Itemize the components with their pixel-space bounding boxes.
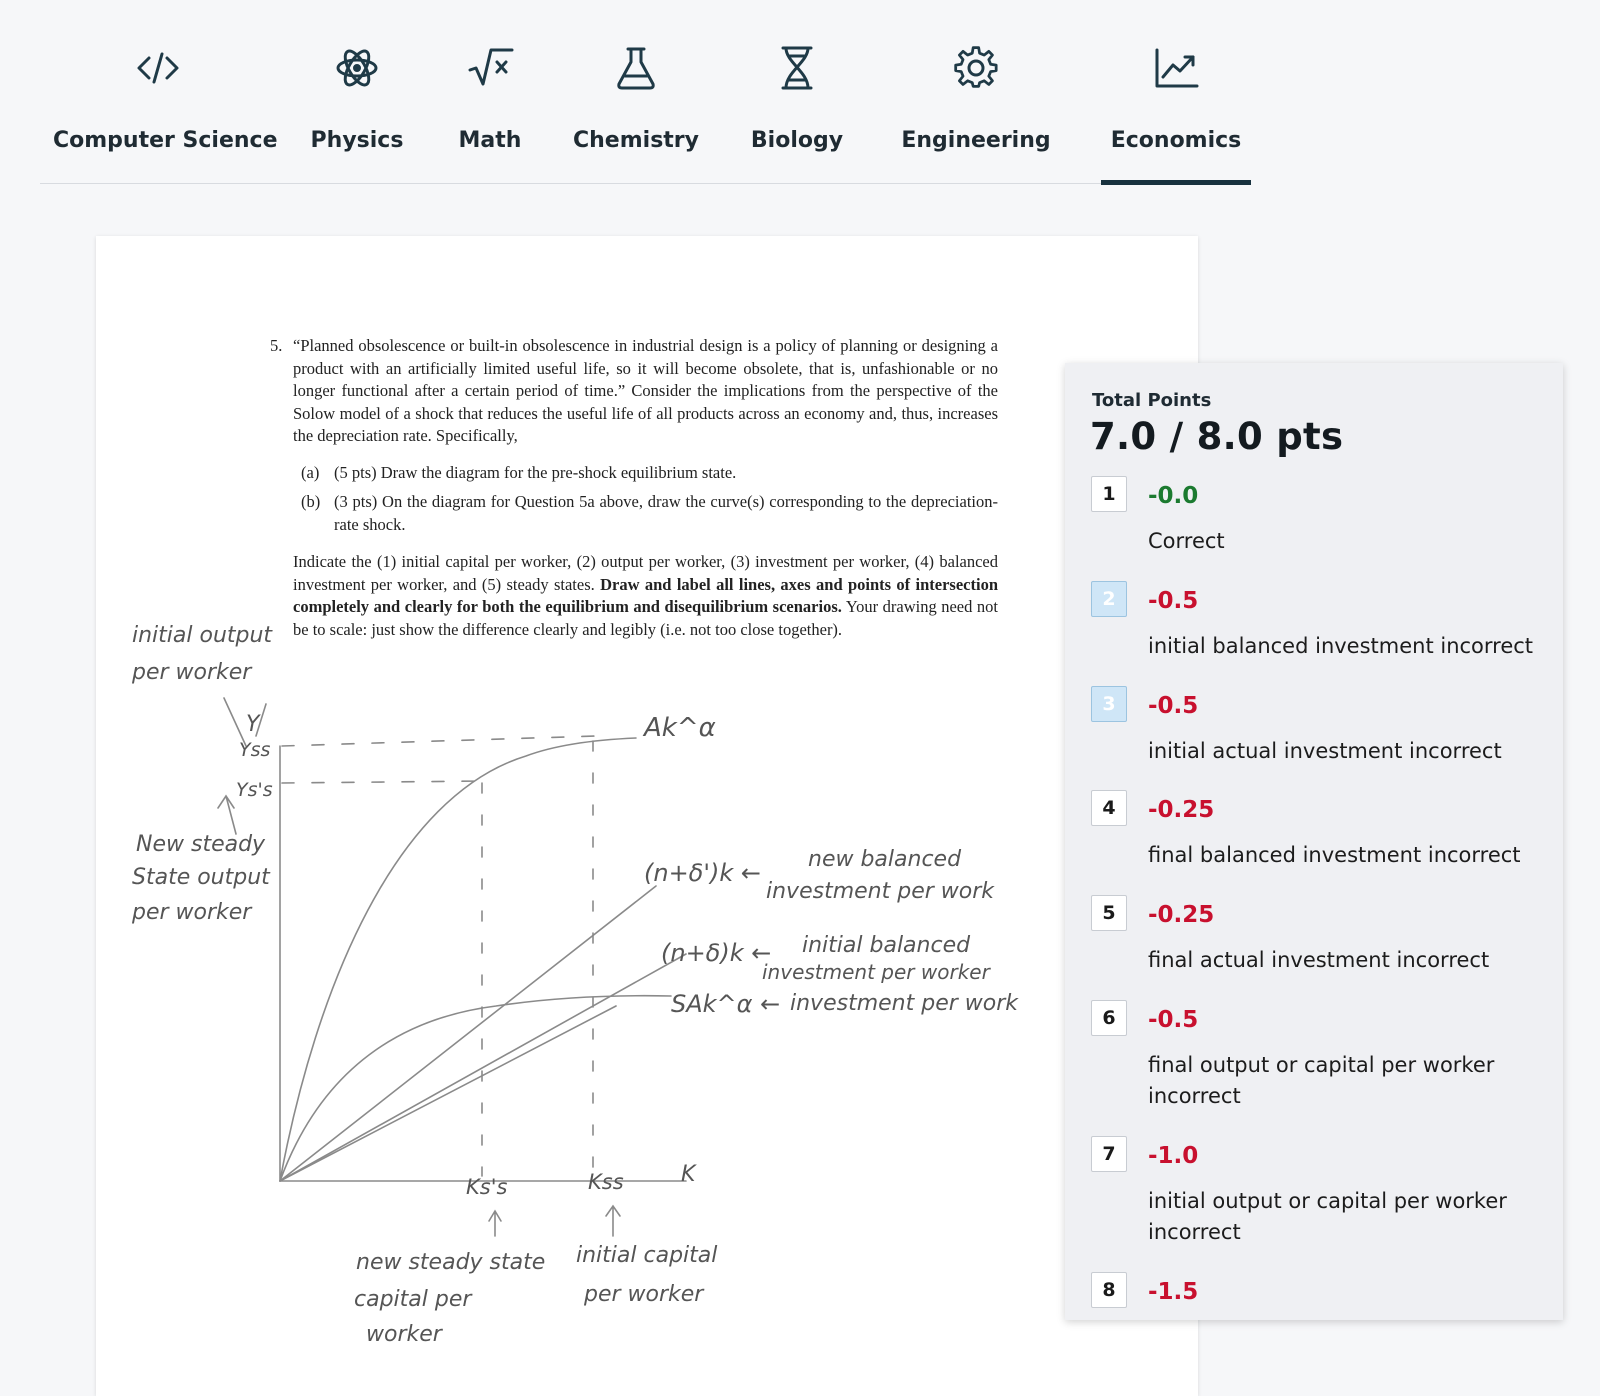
hw-initial-balanced-2: investment per worker bbox=[762, 960, 990, 984]
new-balanced-line bbox=[280, 886, 656, 1181]
tab-math[interactable] bbox=[448, 0, 532, 185]
hw-new-k-1: new steady state bbox=[356, 1250, 546, 1275]
rubric-item-number[interactable]: 5 bbox=[1091, 895, 1127, 931]
tab-physics[interactable] bbox=[302, 0, 412, 185]
hw-ks-prime: Ks's bbox=[466, 1175, 508, 1199]
hw-initial-balanced-1: initial balanced bbox=[802, 933, 971, 958]
active-tab-indicator bbox=[1101, 180, 1251, 185]
hw-investment-eq: SAk^α ← bbox=[671, 990, 781, 1018]
submission-page[interactable] bbox=[96, 236, 1198, 1396]
extra-line bbox=[280, 1006, 616, 1181]
rubric-item-points: -0.25 bbox=[1148, 797, 1215, 823]
hw-new-k-3: worker bbox=[366, 1322, 442, 1347]
rubric-item-description: initial output or capital per worker incorrect bbox=[1148, 1189, 1507, 1244]
rubric-item-points: -0.5 bbox=[1148, 588, 1199, 614]
rubric-item-description: final actual investment incorrect bbox=[1148, 948, 1490, 972]
rubric-item-number[interactable]: 4 bbox=[1091, 790, 1127, 826]
tab-label: Physics bbox=[310, 128, 404, 153]
rubric-item-description: Correct bbox=[1148, 529, 1225, 553]
tab-economics[interactable] bbox=[1101, 0, 1251, 185]
total-points-value: 7.0 / 8.0 pts bbox=[1090, 415, 1344, 458]
tab-engineering[interactable] bbox=[896, 0, 1056, 185]
rubric-item-description: final balanced investment incorrect bbox=[1148, 843, 1521, 867]
hw-init-k-2: per worker bbox=[584, 1282, 704, 1307]
production-curve bbox=[280, 738, 636, 1181]
line-chart-icon bbox=[1152, 44, 1200, 92]
hw-new-ss-2: State output bbox=[132, 865, 270, 890]
tab-label: Chemistry bbox=[573, 128, 699, 153]
rubric-item-points: -1.0 bbox=[1148, 1143, 1199, 1169]
rubric-item-number[interactable]: 8 bbox=[1091, 1272, 1127, 1308]
square-root-icon bbox=[466, 44, 514, 92]
hw-new-balanced-eq: (n+δ')k ← bbox=[644, 859, 761, 887]
rubric-item-points: -0.5 bbox=[1148, 1007, 1199, 1033]
tabs-divider bbox=[40, 183, 1101, 184]
gear-icon bbox=[952, 44, 1000, 92]
flask-icon bbox=[612, 44, 660, 92]
tab-computer-science[interactable] bbox=[53, 0, 278, 185]
tab-label: Biology bbox=[750, 128, 844, 153]
question-number: 5. bbox=[270, 336, 283, 355]
rubric-item-points: -1.5 bbox=[1148, 1279, 1199, 1305]
yss-guide bbox=[282, 736, 596, 746]
part-tag: (a) bbox=[301, 462, 320, 482]
hw-kss: Kss bbox=[588, 1170, 624, 1194]
subject-tabs bbox=[40, 0, 1600, 185]
hw-init-k-1: initial capital bbox=[576, 1243, 718, 1268]
tab-label: Engineering bbox=[901, 128, 1051, 153]
tab-label: Economics bbox=[1110, 128, 1242, 153]
part-tag: (b) bbox=[301, 492, 321, 511]
rubric-item-points: -0.25 bbox=[1148, 902, 1215, 928]
tab-biology[interactable] bbox=[742, 0, 852, 185]
hw-y-axis: Y bbox=[246, 712, 260, 737]
hw-new-balanced-1: new balanced bbox=[808, 847, 962, 872]
ys-prime-guide bbox=[282, 781, 486, 783]
hw-new-ss-3: per worker bbox=[132, 900, 252, 925]
rubric-item-number[interactable]: 1 bbox=[1091, 476, 1127, 512]
hw-yss: Yss bbox=[239, 739, 271, 761]
instructions-text-2: Your drawing need not be to scale: just show the difference clearly and legibly (i.e. not too close together). bbox=[293, 597, 999, 639]
tab-label: Computer Science bbox=[53, 128, 278, 153]
hw-initial-output-2: per worker bbox=[132, 660, 252, 685]
rubric-item-number[interactable]: 2 bbox=[1091, 581, 1127, 617]
instructions-bold: Draw and label all lines, axes and points of intersection completely and clearly for both the equilibrium and disequilibrium scenarios. bbox=[293, 574, 999, 616]
handwritten-diagram bbox=[96, 236, 1198, 1396]
question-intro: “Planned obsolescence or built-in obsolescence in industrial design is a policy of planning or designing a product with an artificially limited useful life, so it will become obsolete, that is, unfashionable or no longer functional after a certain period of time.” Consider the implications from the perspective of the Solow model of a shock that reduces the useful life of all products across an economy and, thus, increases the depreciation rate. Specifically, bbox=[293, 336, 998, 445]
hw-initial-output-1: initial output bbox=[132, 623, 273, 648]
rubric-item-number[interactable]: 6 bbox=[1091, 1000, 1127, 1036]
part-text: (3 pts) On the diagram for Question 5a above, draw the curve(s) corresponding to the depreciation-rate shock. bbox=[334, 492, 998, 534]
arrow bbox=[489, 1211, 501, 1236]
total-points-label: Total Points bbox=[1092, 390, 1212, 411]
hw-new-k-2: capital per bbox=[354, 1287, 472, 1312]
rubric-item-description: initial balanced investment incorrect bbox=[1148, 634, 1534, 658]
instructions-text: Indicate the (1) initial capital per worker, (2) output per worker, (3) investment per worker, (4) balanced investment per worker, and (5) steady states. bbox=[293, 552, 998, 594]
rubric-item-points: -0.0 bbox=[1148, 483, 1199, 509]
dna-icon bbox=[773, 44, 821, 92]
hw-new-ss-1: New steady bbox=[136, 832, 266, 857]
hw-ys-prime: Ys's bbox=[236, 779, 273, 801]
hw-initial-balanced-eq: (n+δ)k ← bbox=[661, 939, 772, 967]
rubric-item-number[interactable]: 7 bbox=[1091, 1136, 1127, 1172]
hw-new-balanced-2: investment per work bbox=[766, 879, 995, 904]
atom-icon bbox=[333, 44, 381, 92]
hw-investment-label: investment per work bbox=[790, 991, 1019, 1016]
rubric-item-number[interactable]: 3 bbox=[1091, 686, 1127, 722]
initial-balanced-line bbox=[280, 954, 686, 1181]
tab-chemistry[interactable] bbox=[570, 0, 702, 185]
part-text: (5 pts) Draw the diagram for the pre-shock equilibrium state. bbox=[334, 462, 737, 482]
rubric-item-description: final output or capital per worker incorrect bbox=[1148, 1053, 1495, 1108]
rubric-item-points: -0.5 bbox=[1148, 693, 1199, 719]
rubric-item-description: initial actual investment incorrect bbox=[1148, 739, 1502, 763]
tab-label: Math bbox=[458, 128, 522, 153]
investment-curve bbox=[280, 996, 671, 1181]
arrow bbox=[606, 1206, 620, 1236]
code-icon bbox=[134, 44, 182, 92]
hw-k-axis: K bbox=[681, 1162, 696, 1187]
rubric-panel bbox=[1065, 363, 1563, 1320]
hw-production-fn: Ak^α bbox=[644, 713, 716, 743]
